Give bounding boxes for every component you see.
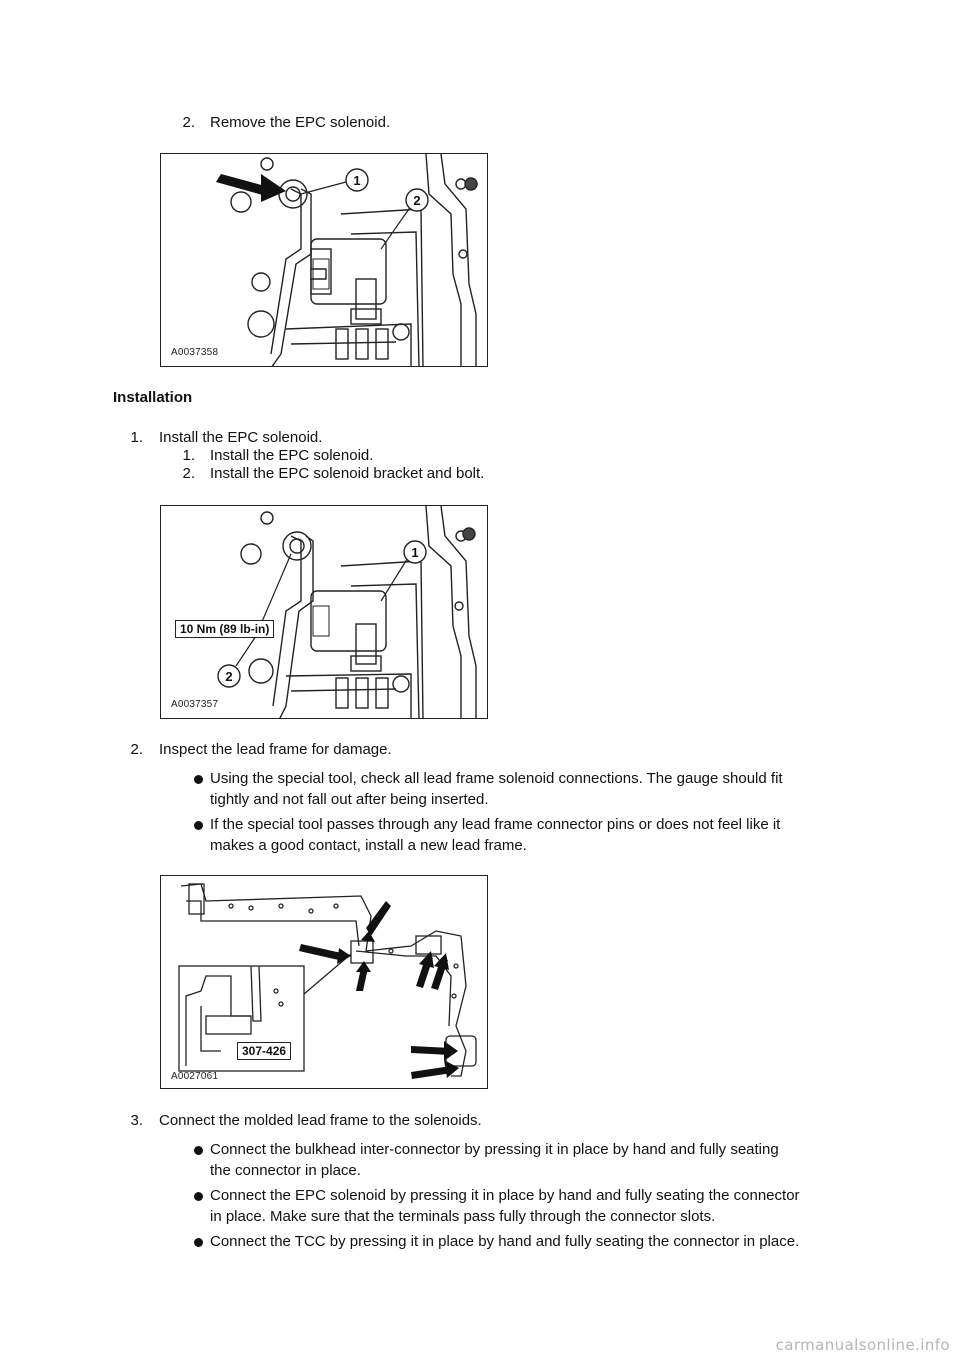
bullet-text: makes a good contact, install a new lead frame. <box>210 837 527 854</box>
install-step-3-text: Connect the molded lead frame to the solenoids. <box>159 1112 482 1129</box>
section-heading: Installation <box>113 389 193 406</box>
torque-spec-label: 10 Nm (89 lb-in) <box>175 620 274 638</box>
install-step-2-number: 2. <box>130 741 143 758</box>
figure-id: A0037358 <box>171 347 219 358</box>
figure-id: A0027061 <box>171 1071 219 1082</box>
substep-number: 1. <box>182 447 195 464</box>
epc-removal-illustration <box>161 154 488 367</box>
substep-text: Install the EPC solenoid. <box>210 447 374 464</box>
callout-2-fig1: 2 <box>413 193 421 208</box>
tool-number-label: 307-426 <box>237 1042 291 1060</box>
callout-2-fig2: 2 <box>225 669 233 684</box>
removal-step-number: 2. <box>182 114 195 131</box>
figure-lead-frame-inspection <box>160 875 488 1089</box>
lead-frame-illustration <box>161 876 488 1089</box>
bullet-text: tightly and not fall out after being inserted. <box>210 791 489 808</box>
install-step-1-text: Install the EPC solenoid. <box>159 429 323 446</box>
install-step-2-text: Inspect the lead frame for damage. <box>159 741 392 758</box>
epc-installation-illustration <box>161 506 488 719</box>
figure-epc-removal <box>160 153 488 367</box>
substep-number: 2. <box>182 465 195 482</box>
callout-1-fig1: 1 <box>353 173 361 188</box>
callout-1-fig2: 1 <box>411 545 419 560</box>
bullet-icon <box>194 1146 203 1155</box>
bullet-text: Using the special tool, check all lead frame solenoid connections. The gauge should fit <box>210 770 783 787</box>
substep-text: Install the EPC solenoid bracket and bolt. <box>210 465 485 482</box>
watermark: carmanualsonline.info <box>775 1336 950 1354</box>
figure-id: A0037357 <box>171 699 219 710</box>
figure-epc-installation <box>160 505 488 719</box>
install-step-3-number: 3. <box>130 1112 143 1129</box>
bullet-text: in place. Make sure that the terminals pass fully through the connector slots. <box>210 1208 716 1225</box>
bullet-text: If the special tool passes through any lead frame connector pins or does not feel like it <box>210 816 781 833</box>
bullet-icon <box>194 821 203 830</box>
bullet-icon <box>194 775 203 784</box>
bullet-text: Connect the bulkhead inter-connector by pressing it in place by hand and fully seating <box>210 1141 779 1158</box>
bullet-text: Connect the TCC by pressing it in place by hand and fully seating the connector in place. <box>210 1233 800 1250</box>
removal-step-text: Remove the EPC solenoid. <box>210 114 391 131</box>
bullet-icon <box>194 1192 203 1201</box>
bullet-text: Connect the EPC solenoid by pressing it in place by hand and fully seating the connector <box>210 1187 800 1204</box>
install-step-1-number: 1. <box>130 429 143 446</box>
bullet-text: the connector in place. <box>210 1162 361 1179</box>
bullet-icon <box>194 1238 203 1247</box>
